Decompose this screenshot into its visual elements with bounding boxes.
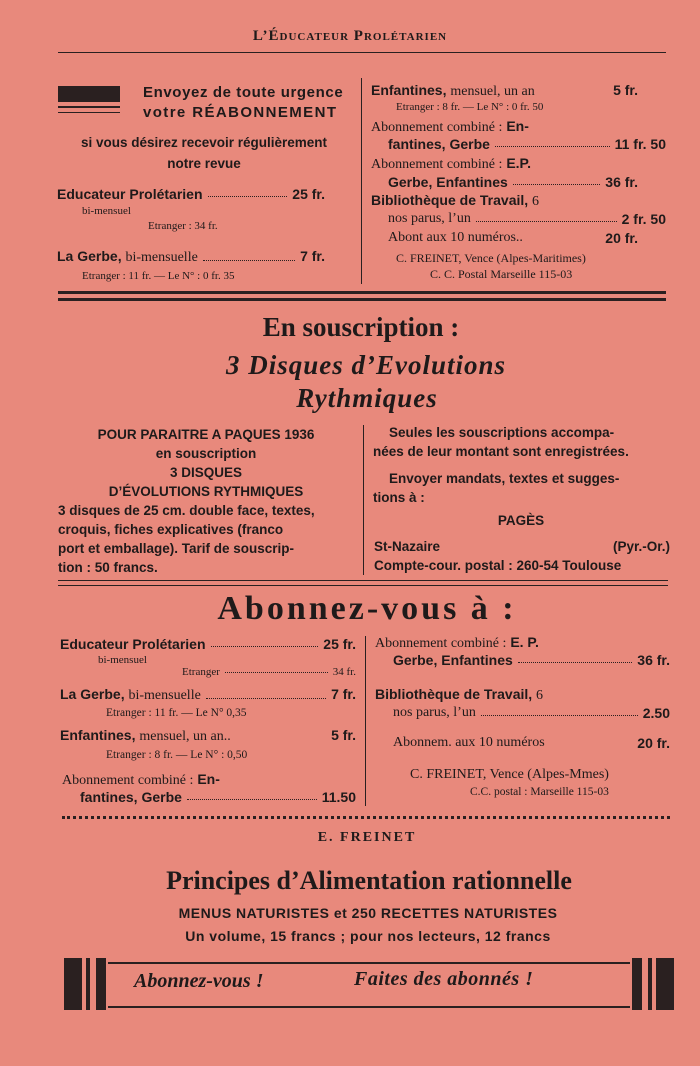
bib-label: Bibliothèque de Travail, 6 [375,686,544,703]
section-divider [58,291,666,294]
si-vous-line-1: si vous désirez recevoir régulièrement [80,135,328,150]
address-row: St-Nazaire (Pyr.-Or.) [374,539,670,554]
address-line: C. FREINET, Vence (Alpes-Maritimes) [396,251,586,265]
column-divider [361,78,362,284]
book-line: Un volume, 15 francs ; pour nos lecteurs, 12 francs [185,928,551,944]
comb-label: Abonnement combiné : En- [371,118,529,135]
price-row: Abont aux 10 numéros.. 20 fr. [388,230,638,246]
souscription-right: Seules les souscriptions accompa- nées de leur montant sont enregistrées. Envoyer mandats, textes et sugges- tions à : PAGÈS [373,425,629,528]
section-divider [58,580,668,581]
book-line: MENUS NATURISTES et 250 RECETTES NATURISTES [178,905,558,921]
black-bar-rule [58,112,120,113]
price-row: La Gerbe, bi-mensuelle 7 fr. [57,248,325,265]
etranger-label: Etranger : 11 fr. — Le N° 0,35 [106,707,247,719]
section-divider [62,816,670,819]
book-title: Principes d’Alimentation rationnelle [166,866,572,895]
price-row: Enfantines, mensuel, un an.. 5 fr. [60,727,356,744]
banner-bar [64,958,82,1010]
section-divider [58,585,668,586]
column-divider [365,636,366,806]
footer-slogan: Faites des abonnés ! [354,968,534,990]
urgence-line-2: votre RÉABONNEMENT [143,104,338,121]
price-row: nos parus, l’un 2.50 [393,705,670,721]
price-row: fantines, Gerbe 11 fr. 50 [388,136,666,152]
banner-bar [632,958,642,1010]
comb-label: Abonnement combiné : En- [62,771,220,788]
etranger-label: Etranger : 8 fr. — Le N° : 0,50 [106,749,248,761]
si-vous-line-2: notre revue [167,156,241,171]
footer-banner [64,958,674,1010]
price-row: fantines, Gerbe 11.50 [80,789,356,805]
banner-bar [96,958,106,1010]
sub-label: bi-mensuel [82,205,131,217]
etranger-label: Etranger : 34 fr. [148,220,218,232]
sub-label: bi-mensuel [98,654,147,666]
address-line: Compte-cour. postal : 260-54 Toulouse [374,558,622,573]
book-author: E. FREINET [317,830,417,845]
header-title: L’Éducateur Prolétarien [252,28,448,44]
header-rule [58,52,666,53]
column-divider [363,425,364,575]
souscription-subtitle: 3 Disques d’Evolutions [225,350,507,380]
price-row: Abonnem. aux 10 numéros 20 fr. [393,735,670,751]
price-row: nos parus, l’un 2 fr. 50 [388,211,666,227]
price-row: Educateur Prolétarien 25 fr. [60,636,356,652]
comb-label: Abonnement combiné : E.P. [371,155,531,172]
bib-label: Bibliothèque de Travail, 6 [371,192,540,209]
banner-bar [648,958,652,1010]
etranger-label: Etranger : 8 fr. — Le N° : 0 fr. 50 [396,101,544,113]
comb-label: Abonnement combiné : E. P. [375,634,539,651]
black-bar-rule [58,106,120,108]
urgence-line-1: Envoyez de toute urgence [143,84,344,101]
souscription-subtitle: Rythmiques [296,383,438,413]
banner-bar [656,958,674,1010]
souscription-title: En souscription : [262,312,460,342]
address-line: C. C. Postal Marseille 115-03 [430,267,573,281]
price-row: La Gerbe, bi-mensuelle 7 fr. [60,686,356,703]
price-row: Enfantines, mensuel, un an 5 fr. [371,82,638,99]
price-row: Gerbe, Enfantines 36 fr. [388,174,638,190]
price-row: Educateur Prolétarien 25 fr. [57,186,325,202]
price-row: Gerbe, Enfantines 36 fr. [393,652,670,668]
section-divider [58,298,666,301]
black-bar [58,86,120,102]
banner-bar [86,958,90,1010]
address-line: C. FREINET, Vence (Alpes-Mmes) [410,767,609,782]
footer-slogan: Abonnez-vous ! [134,970,264,992]
souscription-left: POUR PARAITRE A PAQUES 1936 en souscription 3 DISQUES D’ÉVOLUTIONS RYTHMIQUES 3 disques de 25 cm. double face, textes, croquis, fiches explicatives (franco port et emballage). Tarif de souscrip- tion : 50 francs. [58,427,315,575]
etranger-row: Etranger 34 fr. [182,666,356,678]
address-line: C.C. postal : Marseille 115-03 [470,786,609,798]
etranger-label: Etranger : 11 fr. — Le N° : 0 fr. 35 [82,270,235,282]
abonnez-title: Abonnez-vous à : [217,590,517,627]
page-header [0,28,700,45]
